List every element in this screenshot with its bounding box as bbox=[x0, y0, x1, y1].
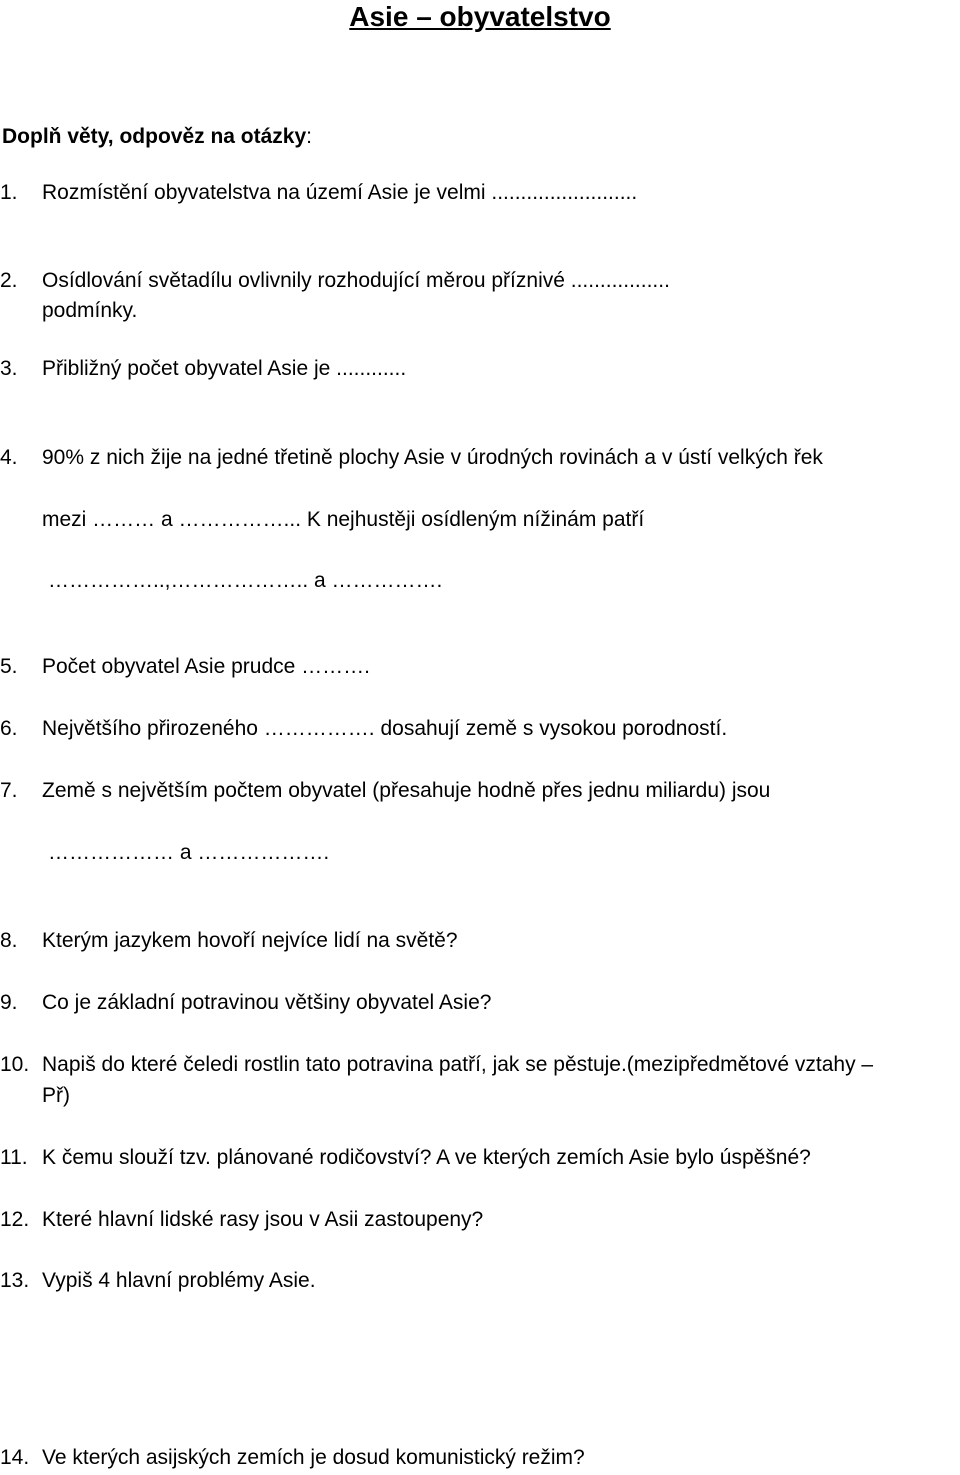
instructions-bold: Doplň věty, odpověz na otázky bbox=[2, 125, 307, 148]
question-text: Rozmístění obyvatelstva na území Asie je velmi ......................... bbox=[42, 181, 638, 204]
question-text: Co je základní potravinou většiny obyvatel Asie? bbox=[42, 991, 492, 1014]
instructions bbox=[2, 124, 312, 150]
question-number: 8. bbox=[0, 929, 18, 952]
question-text: 90% z nich žije na jedné třetině plochy Asie v úrodných rovinách a v ústí velkých řek bbox=[42, 446, 823, 469]
question-number: 3. bbox=[0, 357, 18, 380]
question-4-continuation-2: ……………..,……………….. a ……………. bbox=[48, 569, 443, 592]
question-number: 12. bbox=[0, 1208, 30, 1231]
question-number: 10. bbox=[0, 1053, 30, 1076]
question-7-continuation: ……………… a ………………. bbox=[48, 841, 330, 864]
question-number: 9. bbox=[0, 991, 18, 1014]
question-text: Země s největším počtem obyvatel (přesahuje hodně přes jednu miliardu) jsou bbox=[42, 779, 771, 802]
question-number: 14. bbox=[0, 1446, 30, 1469]
question-text: Přibližný počet obyvatel Asie je ............ bbox=[42, 357, 407, 380]
question-number: 7. bbox=[0, 779, 18, 802]
page-title: Asie – obyvatelstvo bbox=[349, 1, 611, 32]
question-text: Největšího přirozeného ……………. dosahují země s vysokou porodností. bbox=[42, 717, 728, 740]
question-text: Vypiš 4 hlavní problémy Asie. bbox=[42, 1269, 316, 1292]
question-2-continuation: podmínky. bbox=[42, 299, 138, 322]
question-text: Osídlování světadílu ovlivnily rozhodující měrou příznivé ................. bbox=[42, 269, 670, 292]
instructions-colon: : bbox=[306, 125, 313, 148]
question-number: 4. bbox=[0, 446, 18, 469]
question-number: 13. bbox=[0, 1269, 30, 1292]
question-4-continuation: mezi ……… a ……………... K nejhustěji osídleným nížinám patří bbox=[42, 508, 645, 531]
question-text: Napiš do které čeledi rostlin tato potravina patří, jak se pěstuje.(mezipředmětové vztahy – bbox=[42, 1053, 874, 1076]
question-text: Počet obyvatel Asie prudce ………. bbox=[42, 655, 370, 678]
question-number: 2. bbox=[0, 269, 18, 292]
question-number: 5. bbox=[0, 655, 18, 678]
question-text: Ve kterých asijských zemích je dosud komunistický režim? bbox=[42, 1446, 585, 1469]
question-text: Kterým jazykem hovoří nejvíce lidí na světě? bbox=[42, 929, 458, 952]
question-number: 11. bbox=[0, 1146, 28, 1169]
question-text: K čemu slouží tzv. plánované rodičovství? A ve kterých zemích Asie bylo úspěšné? bbox=[42, 1146, 811, 1169]
question-text: Které hlavní lidské rasy jsou v Asii zastoupeny? bbox=[42, 1208, 484, 1231]
question-10-continuation: Př) bbox=[42, 1084, 70, 1107]
question-number: 1. bbox=[0, 181, 18, 204]
question-number: 6. bbox=[0, 717, 18, 740]
